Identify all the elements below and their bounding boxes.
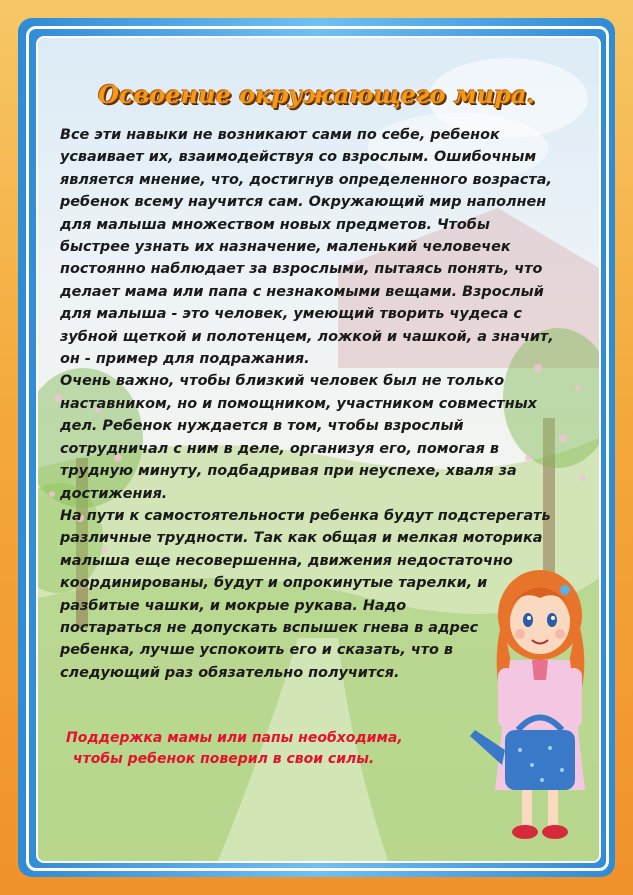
text-line: Очень важно, чтобы близкий человек был не только [60, 373, 505, 390]
text-line: разбитые чашки, и мокрые рукава. Надо [60, 597, 407, 614]
text-line: следующий раз обязательно получится. [60, 664, 400, 681]
text-line: усваивает их, взаимодействуя со взрослым. Ошибочным [60, 149, 537, 166]
text-line: ребенка, лучше успокоить его и сказать, что в [60, 642, 454, 659]
text-line: для малыша - это человек, умеющий творить чудеса с [60, 306, 522, 323]
text-line: сотрудничал с ним в деле, организуя его, помогая в [60, 440, 499, 457]
text-line: дел. Ребенок нуждается в том, чтобы взрослый [60, 418, 464, 435]
page-title: Освоение окружающего мира. [98, 80, 535, 109]
text-line: координированы, будут и опрокинутые тарелки, и [60, 575, 488, 592]
text-line: постоянно наблюдает за взрослыми, пытаясь понять, что [60, 261, 543, 278]
paragraph-2 [60, 370, 560, 504]
text-line: наставником, но и помощником, участником совместных [60, 395, 537, 412]
text-line: делает мама или папа с незнакомыми вещами. Взрослый [60, 283, 544, 300]
text-line: трудную минуту, подбадривая при неуспехе, хваля за [60, 463, 517, 480]
conclusion-text [66, 728, 466, 770]
paragraph-1 [60, 124, 560, 370]
text-line: быстрее узнать их назначение, маленький человечек [60, 239, 511, 256]
text-line: На пути к самостоятельности ребенка будут подстерегать [60, 507, 551, 524]
text-line: различные трудности. Так как общая и мелкая моторика [60, 530, 543, 547]
conclusion-line-1: Поддержка мамы или папы необходима, [66, 730, 403, 746]
text-line: малыша еще несовершенна, движения недостаточно [60, 552, 513, 569]
text-line: ребенок всему научится сам. Окружающий мир наполнен [60, 194, 547, 211]
text-line: достижения. [60, 485, 168, 502]
text-line: является мнение, что, достигнув определенного возраста, [60, 171, 552, 188]
text-line: Все эти навыки не возникают сами по себе, ребенок [60, 127, 500, 143]
text-line: он - пример для подражания. [60, 351, 310, 368]
conclusion-line-2: чтобы ребенок поверил в свои силы. [73, 751, 375, 767]
text-line: постараться не допускать вспышек гнева в адрес [60, 619, 479, 636]
text-line: зубной щеткой и полотенцем, ложкой и чашкой, а значит, [60, 328, 554, 345]
girl-with-watering-can-illustration [470, 560, 600, 850]
text-line: для малыша множеством новых предметов. Чтобы [60, 216, 490, 233]
